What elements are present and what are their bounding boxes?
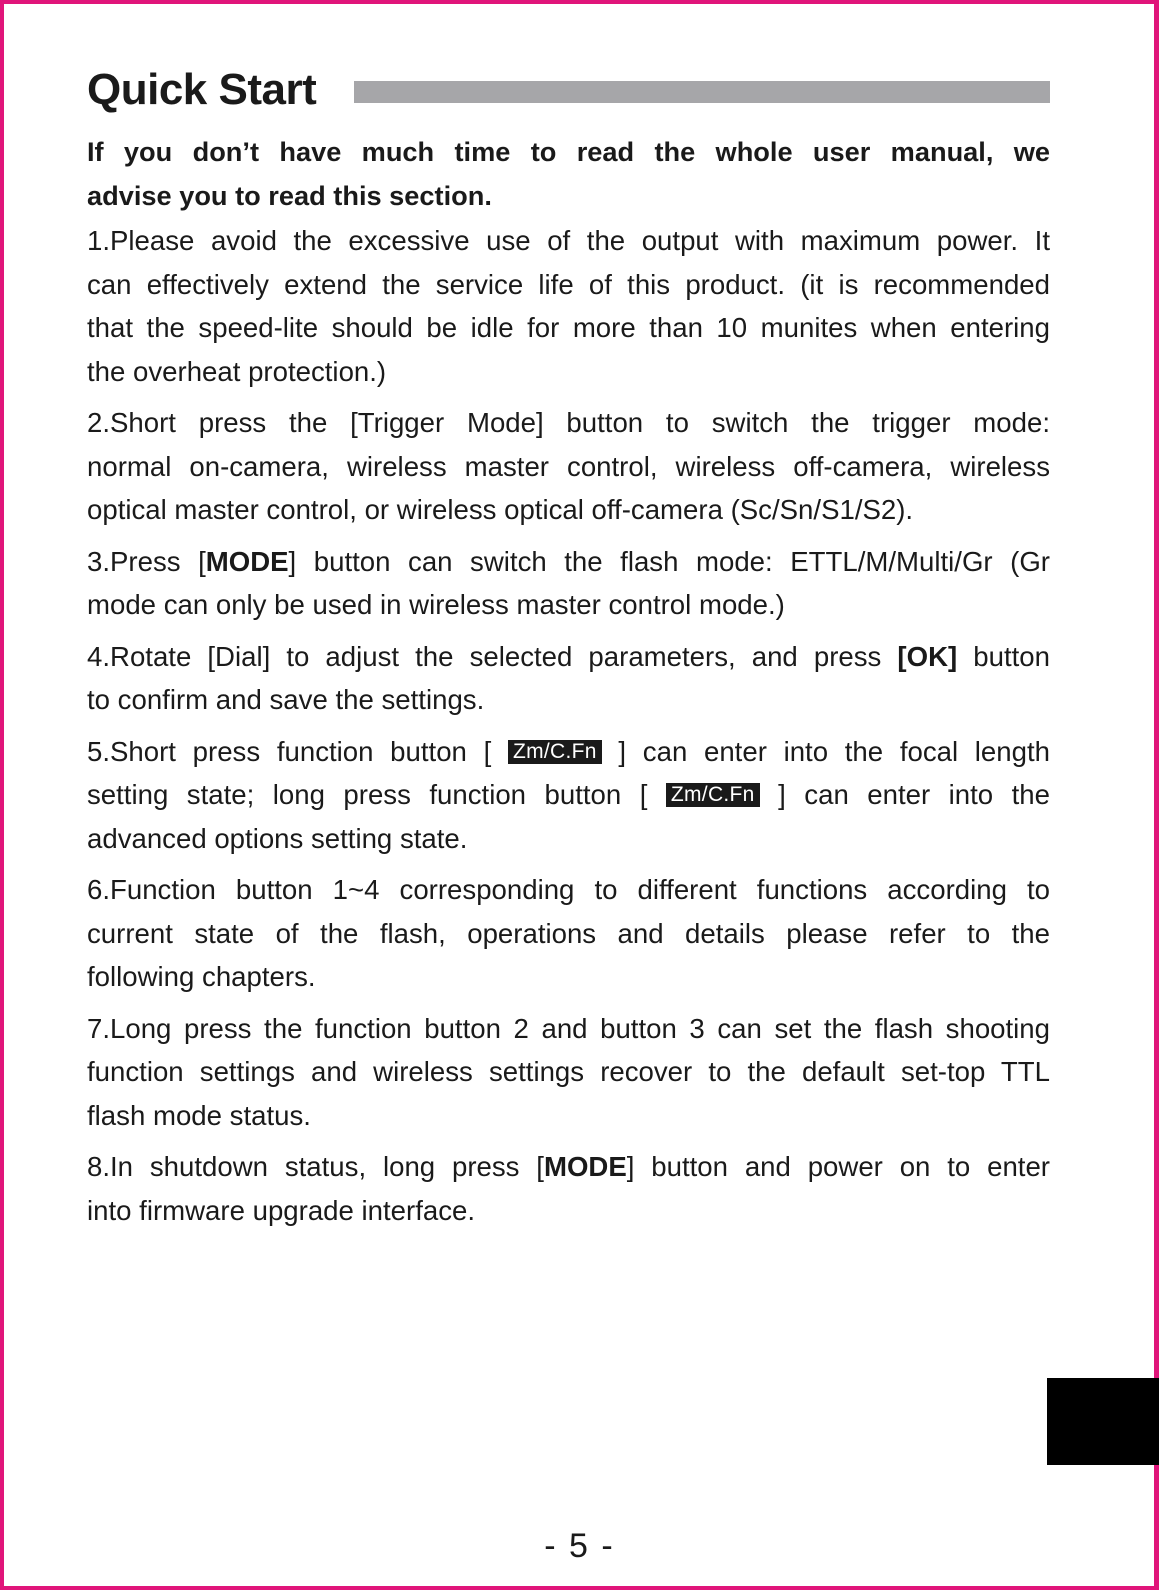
item-line: current state of the flash, operations and details please refer to the: [87, 917, 1050, 949]
header: [87, 60, 1050, 120]
page-number: - 5 -: [544, 1527, 615, 1565]
list-item: [87, 1145, 1050, 1232]
item-line: 6.Function button 1~4 corresponding to different functions according to: [87, 874, 1050, 905]
item-line: normal on-camera, wireless master control, wireless off-camera, wireless: [87, 450, 1050, 482]
list-item: [87, 635, 1050, 722]
list-item: [87, 868, 1050, 999]
item-text: ] can enter into the focal length: [601, 735, 1050, 767]
item-text: 3.Press [: [87, 545, 206, 577]
chapter-tab: [1047, 1378, 1159, 1465]
item-text: button: [957, 640, 1051, 672]
list-item: [87, 1007, 1050, 1138]
item-line: the overheat protection.): [87, 355, 387, 387]
item-line: 2.Short press the [Trigger Mode] button to switch the trigger mode:: [87, 407, 1050, 438]
page-content: [87, 60, 1050, 1232]
item-line: [87, 1145, 1050, 1189]
item-line: [87, 540, 1050, 584]
item-text: 8.In shutdown status, long press [: [87, 1151, 544, 1182]
item-line: following chapters.: [87, 961, 316, 992]
item-line: mode can only be used in wireless master control mode.): [87, 589, 785, 620]
item-line: [87, 730, 1050, 774]
intro: [87, 128, 1050, 175]
item-line: that the speed-lite should be idle for more than 10 munites when entering: [87, 312, 1050, 343]
item-text: ] can enter into the: [759, 779, 1050, 810]
ok-keyword: [OK]: [897, 640, 958, 672]
list-item: [87, 219, 1050, 393]
zm-cfn-button-chip: Zm/C.Fn: [508, 740, 602, 764]
item-line: to confirm and save the settings.: [87, 684, 485, 715]
mode-keyword: MODE: [543, 1151, 627, 1182]
item-line: 7.Long press the function button 2 and button 3 can set the flash shooting: [87, 1012, 1050, 1044]
intro-line: If you don’t have much time to read the whole user manual, we: [87, 136, 1050, 167]
item-line: advanced options setting state.: [87, 822, 468, 854]
item-line: [87, 773, 1050, 817]
intro-line: advise you to read this section.: [87, 180, 492, 211]
page-title: Quick Start: [87, 65, 317, 114]
item-line: function settings and wireless settings recover to the default set-top TTL: [87, 1056, 1050, 1087]
item-text: setting state; long press function button [: [87, 779, 666, 810]
mode-keyword: MODE: [205, 545, 289, 577]
item-line: can effectively extend the service life of this product. (it is recommended: [87, 268, 1050, 300]
item-line: flash mode status.: [87, 1099, 311, 1131]
item-text: ] button can switch the flash mode: ETTL/M/Multi/Gr (Gr: [288, 545, 1050, 577]
item-line: optical master control, or wireless optical off-camera (Sc/Sn/S1/S2).: [87, 494, 914, 525]
list-item: [87, 540, 1050, 627]
list-item: [87, 730, 1050, 861]
list-item: [87, 401, 1050, 532]
item-text: ] button and power on to enter: [626, 1151, 1050, 1182]
item-line: into firmware upgrade interface.: [87, 1194, 476, 1226]
title-rule: [354, 81, 1050, 103]
item-line: [87, 635, 1050, 679]
item-line: 1.Please avoid the excessive use of the output with maximum power. It: [87, 225, 1050, 256]
item-text: 5.Short press function button [: [87, 735, 508, 767]
zm-cfn-button-chip: Zm/C.Fn: [666, 783, 760, 807]
item-text: 4.Rotate [Dial] to adjust the selected parameters, and press: [87, 640, 898, 672]
